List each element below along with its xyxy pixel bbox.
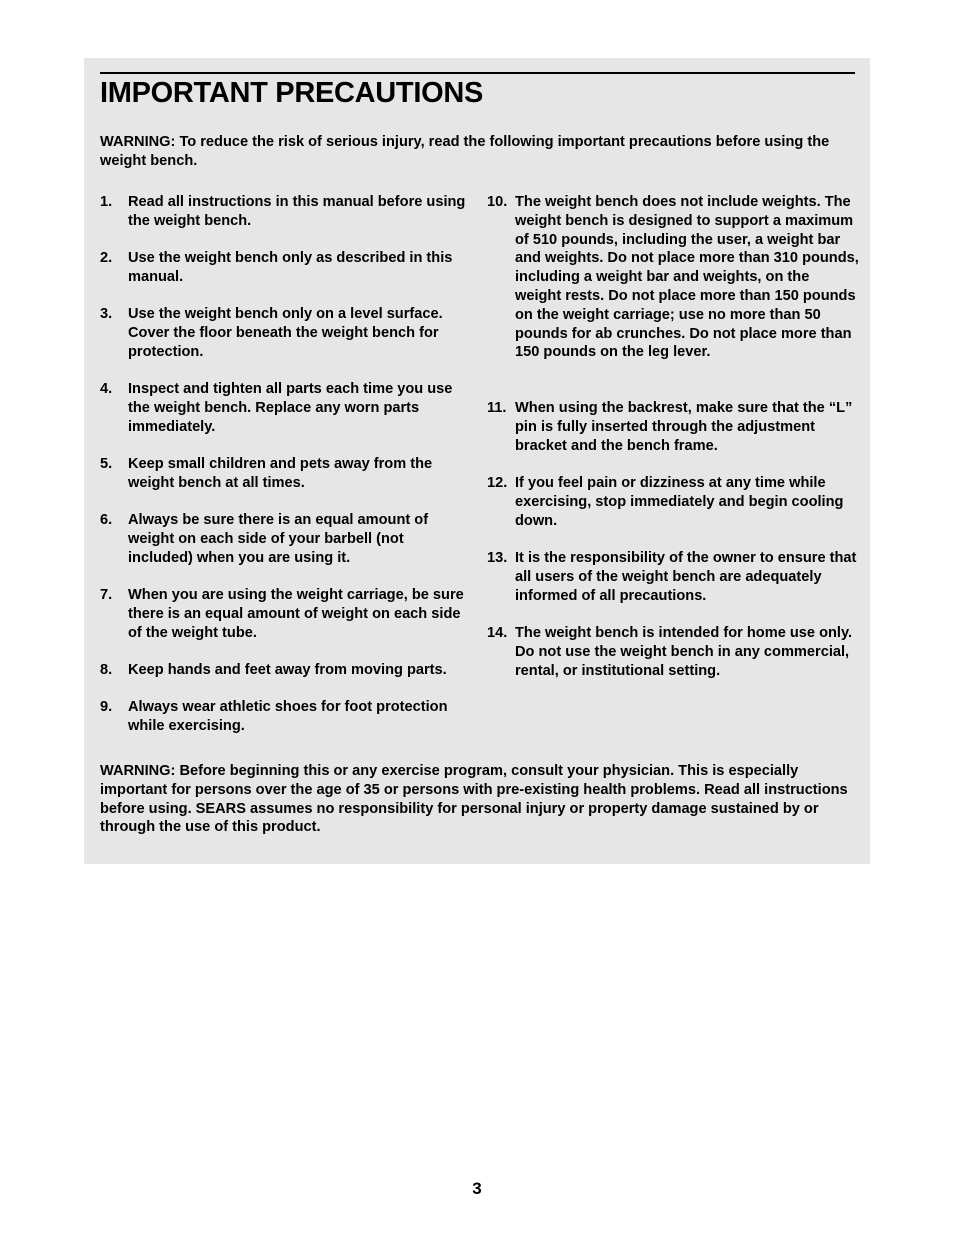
- item-number: 14.: [487, 625, 508, 641]
- item-number: 6.: [100, 512, 113, 528]
- item-number: 2.: [100, 250, 113, 266]
- item-text: It is the responsibility of the owner to ensure that all users of the weight bench are adequately informed of all precautions.: [515, 550, 857, 604]
- item-text: Read all instructions in this manual before using the weight bench.: [128, 194, 466, 229]
- list-item: [487, 549, 859, 605]
- item-number: 5.: [100, 456, 113, 472]
- item-number: 13.: [487, 550, 508, 566]
- item-number: 3.: [100, 306, 113, 322]
- list-item: [100, 698, 472, 736]
- item-number: 1.: [100, 194, 113, 210]
- item-text: When you are using the weight carriage, be sure there is an equal amount of weight on each side of the weight tube.: [128, 587, 464, 641]
- item-number: 11.: [487, 400, 507, 416]
- item-text: Use the weight bench only on a level surface. Cover the floor beneath the weight bench for protection.: [128, 306, 443, 360]
- list-item: [487, 624, 859, 680]
- item-text: Keep small children and pets away from the weight bench at all times.: [128, 456, 433, 491]
- item-number: 4.: [100, 381, 113, 397]
- list-item: [100, 193, 472, 231]
- item-number: 10.: [487, 194, 508, 210]
- item-text: The weight bench does not include weights. The weight bench is designed to support a maximum of 510 pounds, including the user, a weight bar and weights. Do not place more than 310 pounds, including a weight bar and weights, on the weight rests. Do not place more than 150 pounds on the weight carriage; use no more than 50 pounds for ab crunches. Do not place more than 150 pounds on the leg lever.: [515, 194, 859, 361]
- item-number: 9.: [100, 699, 113, 715]
- list-item: [100, 661, 472, 680]
- item-number: 7.: [100, 587, 113, 603]
- item-text: Keep hands and feet away from moving parts.: [128, 662, 447, 678]
- item-number: 12.: [487, 475, 508, 491]
- item-text: Inspect and tighten all parts each time you use the weight bench. Replace any worn parts immediately.: [128, 381, 453, 435]
- item-text: The weight bench is intended for home use only. Do not use the weight bench in any commercial, rental, or institutional setting.: [515, 625, 853, 679]
- item-text: Always be sure there is an equal amount of weight on each side of your barbell (not included) when you are using it.: [128, 512, 429, 566]
- page-title: IMPORTANT PRECAUTIONS: [100, 77, 484, 109]
- list-item: [100, 380, 472, 436]
- list-item: [487, 399, 859, 455]
- item-text: Always wear athletic shoes for foot protection while exercising.: [128, 699, 448, 734]
- list-item: [487, 193, 859, 362]
- list-item: [100, 455, 472, 493]
- list-item: [100, 249, 472, 287]
- list-item: [487, 474, 859, 530]
- item-text: Use the weight bench only as described in this manual.: [128, 250, 453, 285]
- list-item: [100, 511, 472, 567]
- item-text: When using the backrest, make sure that the “L” pin is fully inserted through the adjustment bracket and the bench frame.: [515, 400, 853, 454]
- warning-intro: WARNING: To reduce the risk of serious injury, read the following important precautions before using the weight bench.: [100, 134, 830, 169]
- warning-physician: WARNING: Before beginning this or any exercise program, consult your physician. This is especially important for persons over the age of 35 or persons with pre-existing health problems. Read all instructions before using. SEARS assumes no responsibility for personal injury or property damage sustained by or through the use of this product.: [100, 763, 848, 836]
- item-number: 8.: [100, 662, 113, 678]
- item-text: If you feel pain or dizziness at any time while exercising, stop immediately and begin cooling down.: [515, 475, 844, 529]
- list-item: [100, 586, 472, 642]
- page-number: 3: [472, 1179, 482, 1198]
- list-item: [100, 305, 472, 361]
